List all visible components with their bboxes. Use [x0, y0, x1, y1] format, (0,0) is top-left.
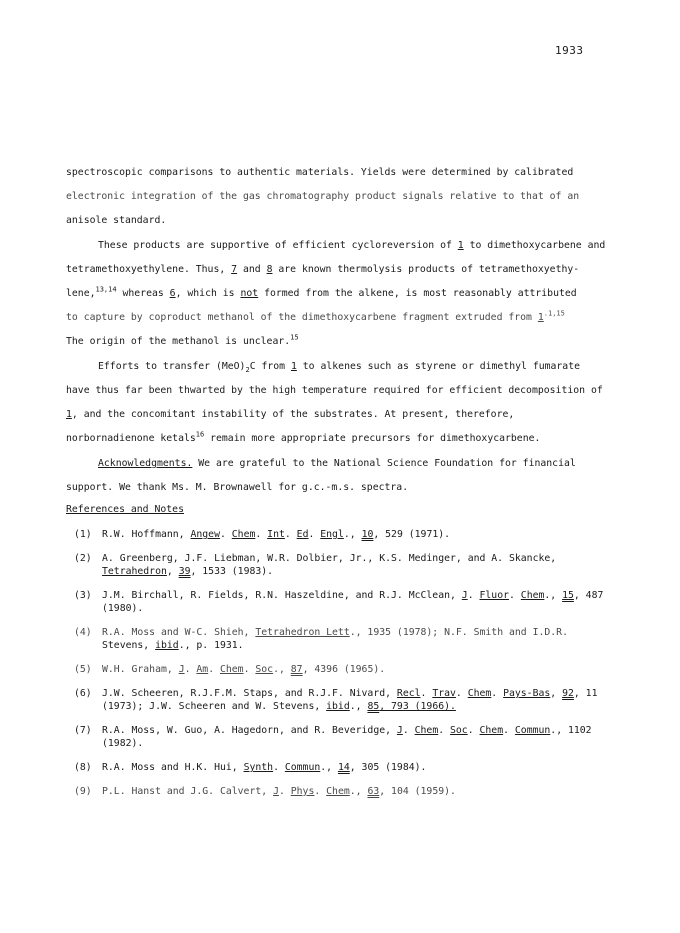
body-line: These products are supportive of efficient cycloreversion of 1 to dimethoxycarbene and [98, 240, 606, 251]
references-heading: References and Notes [66, 504, 184, 515]
reference-number: (9) [74, 786, 92, 797]
reference-item: P.L. Hanst and J.G. Calvert, J. Phys. Chem., 63, 104 (1959). [102, 786, 456, 797]
body-line: have thus far been thwarted by the high temperature required for efficient decomposition of [66, 385, 603, 396]
acknowledgments-line: Acknowledgments. We are grateful to the National Science Foundation for financial [98, 458, 576, 469]
reference-number: (2) [74, 553, 92, 564]
body-line: lene,$^{13,14}$ whereas 6, which is not formed from the alkene, is most reasonably attributed [66, 285, 577, 299]
reference-item: A. Greenberg, J.F. Liebman, W.R. Dolbier, Jr., K.S. Medinger, and A. Skancke, [102, 553, 557, 564]
reference-item-cont: (1973); J.W. Scheeren and W. Stevens, ibid., 85, 793 (1966). [102, 701, 456, 712]
page-number: 1933 [555, 44, 584, 57]
body-line: The origin of the methanol is unclear.$^{15}$ [66, 333, 299, 347]
reference-item-cont: Stevens, ibid., p. 1931. [102, 640, 244, 651]
body-line: spectroscopic comparisons to authentic materials. Yields were determined by calibrated [66, 167, 574, 178]
reference-item: J.M. Birchall, R. Fields, R.N. Haszeldine, and R.J. McClean, J. Fluor. Chem., 15, 487 [102, 590, 604, 601]
reference-number: (1) [74, 529, 92, 540]
acknowledgments-heading: Acknowledgments. [98, 458, 193, 469]
body-line: electronic integration of the gas chromatography product signals relative to that of an [66, 191, 580, 202]
reference-item: R.A. Moss and W-C. Shieh, Tetrahedron Lett., 1935 (1978); N.F. Smith and I.D.R. [102, 627, 568, 638]
reference-item: R.W. Hoffmann, Angew. Chem. Int. Ed. Engl., 10, 529 (1971). [102, 529, 451, 540]
body-line: norbornadienone ketals$^{16}$ remain more appropriate precursors for dimethoxycarbene. [66, 430, 541, 444]
reference-number: (5) [74, 664, 92, 675]
reference-number: (8) [74, 762, 92, 773]
body-line: 1, and the concomitant instability of the substrates. At present, therefore, [66, 409, 515, 420]
reference-number: (3) [74, 590, 92, 601]
acknowledgments-line: support. We thank Ms. M. Brownawell for g.c.-m.s. spectra. [66, 482, 409, 493]
body-line: Efforts to transfer $(MeO)_2C$ from 1 to alkenes such as styrene or dimethyl fumarate [98, 361, 581, 374]
reference-item-cont: (1982). [102, 738, 144, 749]
reference-number: (7) [74, 725, 92, 736]
reference-number: (6) [74, 688, 92, 699]
reference-item: J.W. Scheeren, R.J.F.M. Staps, and R.J.F. Nivard, Recl. Trav. Chem. Pays-Bas, 92, 11 [102, 688, 598, 699]
reference-item-cont: (1980). [102, 603, 144, 614]
reference-item: W.H. Graham, J. Am. Chem. Soc., 87, 4396 (1965). [102, 664, 386, 675]
reference-item: R.A. Moss, W. Guo, A. Hagedorn, and R. Beveridge, J. Chem. Soc. Chem. Commun., 1102 [102, 725, 592, 736]
reference-item: R.A. Moss and H.K. Hui, Synth. Commun., 14, 305 (1984). [102, 762, 427, 773]
body-line: anisole standard. [66, 215, 167, 226]
reference-number: (4) [74, 627, 92, 638]
body-line: tetramethoxyethylene. Thus, 7 and 8 are known thermolysis products of tetramethoxyethy- [66, 264, 580, 275]
reference-item-cont: Tetrahedron, 39, 1533 (1983). [102, 566, 274, 577]
body-line: to capture by coproduct methanol of the dimethoxycarbene fragment extruded from $1^{.1,15}$ [66, 309, 565, 323]
